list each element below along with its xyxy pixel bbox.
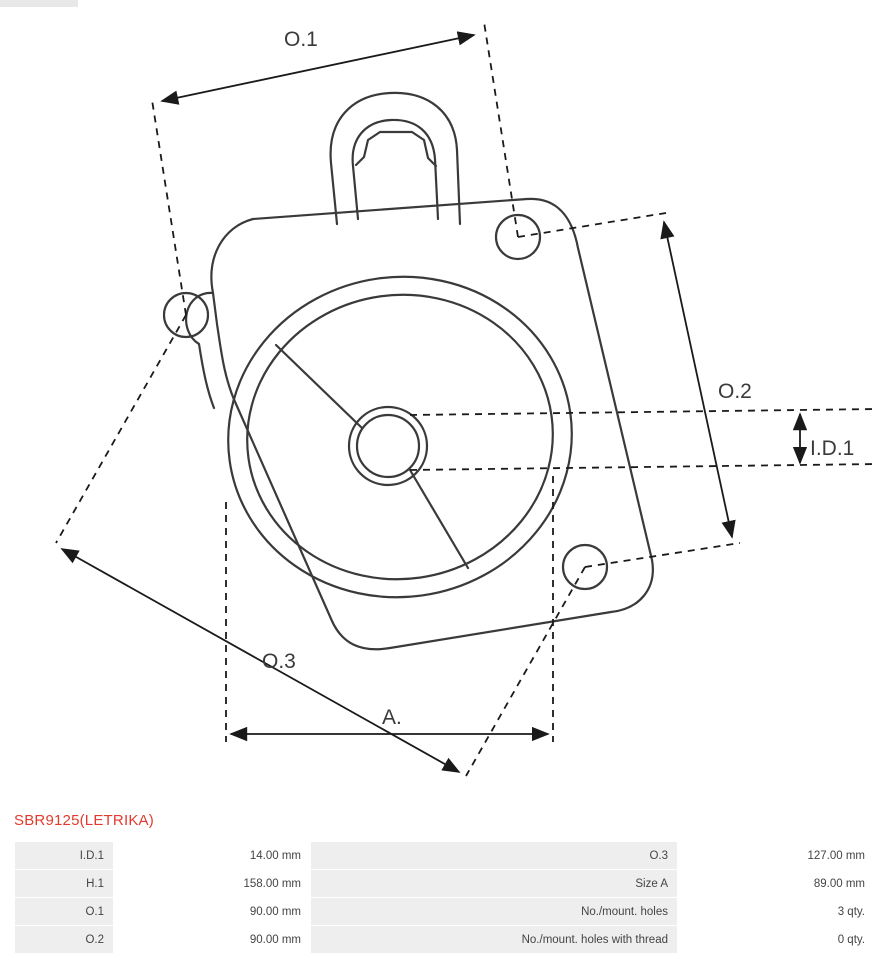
table-row bbox=[15, 898, 875, 926]
spec-label: No./mount. holes with thread bbox=[311, 926, 678, 954]
spec-value: 3 qty. bbox=[678, 898, 875, 926]
part-title: SBR9125(LETRIKA) bbox=[14, 812, 154, 829]
label-o1: O.1 bbox=[284, 28, 318, 51]
table-row bbox=[15, 870, 875, 898]
label-a: A. bbox=[382, 706, 402, 729]
spec-value: 127.00 mm bbox=[678, 842, 875, 870]
label-o3: O.3 bbox=[262, 650, 296, 673]
starter-cover-outline bbox=[164, 93, 653, 649]
spec-label: H.1 bbox=[15, 870, 114, 898]
label-o2: O.2 bbox=[718, 380, 752, 403]
spec-label: I.D.1 bbox=[15, 842, 114, 870]
spec-label: No./mount. holes bbox=[311, 898, 678, 926]
table-row bbox=[15, 926, 875, 954]
label-id1: I.D.1 bbox=[810, 437, 855, 460]
spec-value: 89.00 mm bbox=[678, 870, 875, 898]
spec-value: 90.00 mm bbox=[114, 898, 311, 926]
dimension-labels bbox=[262, 28, 854, 729]
spec-label: O.3 bbox=[311, 842, 678, 870]
spec-label: O.1 bbox=[15, 898, 114, 926]
table-row bbox=[15, 842, 875, 870]
spec-label: Size A bbox=[311, 870, 678, 898]
spec-value: 14.00 mm bbox=[114, 842, 311, 870]
spec-label: O.2 bbox=[15, 926, 114, 954]
dimension-lines bbox=[56, 22, 878, 776]
spec-value: 158.00 mm bbox=[114, 870, 311, 898]
specifications-table bbox=[14, 841, 875, 954]
spec-value: 90.00 mm bbox=[114, 926, 311, 954]
spec-value: 0 qty. bbox=[678, 926, 875, 954]
